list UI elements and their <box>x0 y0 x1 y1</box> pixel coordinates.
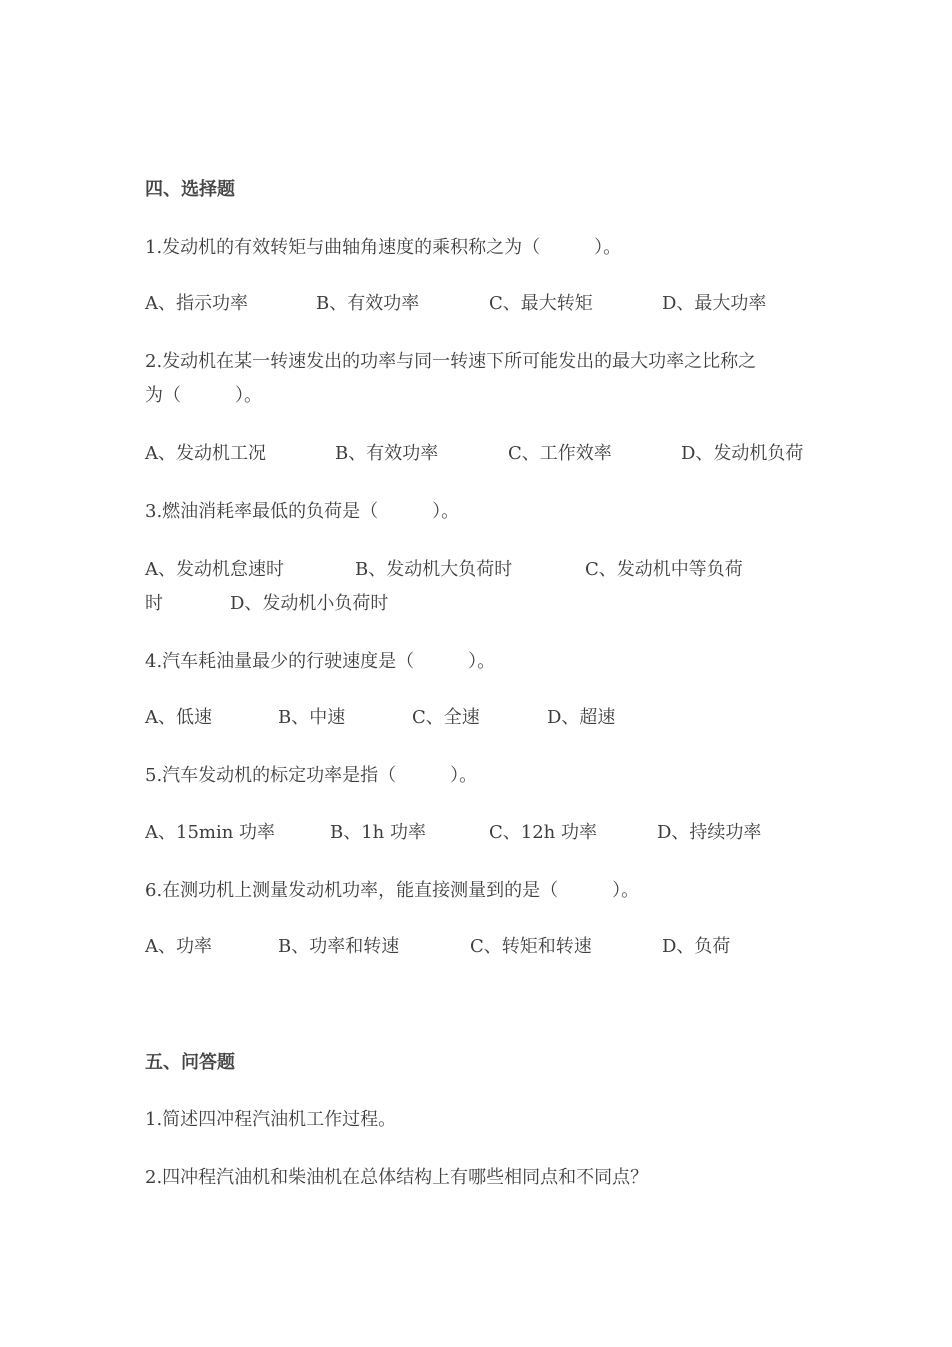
question-6-text: 6.在测功机上测量发动机功率，能直接测量到的是（ ）。 <box>145 880 640 901</box>
option-a: A、功率 <box>145 936 212 957</box>
option-d: D、最大功率 <box>662 293 767 314</box>
question-5-options <box>145 823 845 843</box>
question-5-text: 5.汽车发动机的标定功率是指（ ）。 <box>145 765 478 786</box>
question-2-text-line-2: 为（ ）。 <box>145 385 262 406</box>
option-b: B、1h 功率 <box>330 822 426 843</box>
option-b: B、有效功率 <box>335 443 439 464</box>
essay-question-1: 1.简述四冲程汽油机工作过程。 <box>145 1109 397 1130</box>
question-3-options-line-1 <box>145 560 845 580</box>
option-c: C、全速 <box>412 707 480 728</box>
section-title: 五、问答题 <box>145 1052 235 1073</box>
option-d: D、发动机负荷 <box>681 443 804 464</box>
option-d: D、持续功率 <box>657 822 762 843</box>
essay-question-2: 2.四冲程汽油机和柴油机在总体结构上有哪些相同点和不同点？ <box>145 1167 649 1188</box>
option-a: A、发动机工况 <box>145 443 266 464</box>
option-c: C、最大转矩 <box>489 293 593 314</box>
option-c: C、转矩和转速 <box>470 936 592 957</box>
option-b: B、有效功率 <box>316 293 420 314</box>
question-1-text: 1.发动机的有效转矩与曲轴角速度的乘积称之为（ ）。 <box>145 237 622 258</box>
option-d: D、发动机小负荷时 <box>230 593 389 614</box>
option-d: D、超速 <box>547 707 616 728</box>
option-c: C、工作效率 <box>508 443 612 464</box>
option-b: B、功率和转速 <box>278 936 400 957</box>
question-3-text: 3.燃油消耗率最低的负荷是（ ）。 <box>145 501 460 522</box>
question-1-options <box>145 294 845 314</box>
option-a: A、指示功率 <box>145 293 248 314</box>
option-c: C、12h 功率 <box>489 822 597 843</box>
option-b: B、发动机大负荷时 <box>355 559 513 580</box>
section-title: 四、选择题 <box>145 179 235 200</box>
question-2-options <box>145 444 845 464</box>
option-a: A、15min 功率 <box>145 822 276 843</box>
question-3-options-line-2 <box>145 594 845 614</box>
option-d: D、负荷 <box>662 936 731 957</box>
question-4-options <box>145 708 845 728</box>
question-4-text: 4.汽车耗油量最少的行驶速度是（ ）。 <box>145 651 496 672</box>
option-c-wrap: 时 <box>145 593 163 614</box>
option-b: B、中速 <box>278 707 346 728</box>
option-a: A、发动机怠速时 <box>145 559 284 580</box>
question-6-options <box>145 937 845 957</box>
option-a: A、低速 <box>145 707 212 728</box>
question-2-text-line-1: 2.发动机在某一转速发出的功率与同一转速下所可能发出的最大功率之比称之 <box>145 351 757 372</box>
option-c: C、发动机中等负荷 <box>585 559 743 580</box>
